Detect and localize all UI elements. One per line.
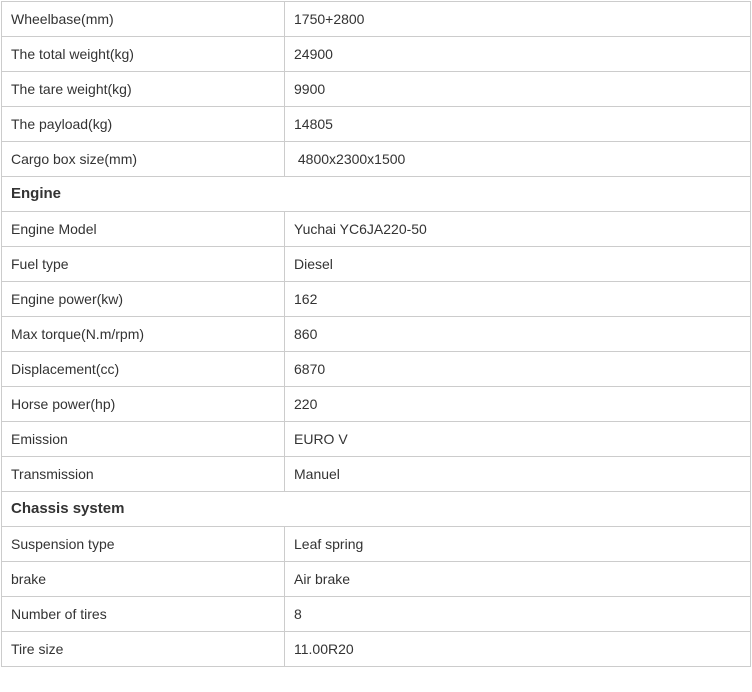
section-heading: Engine xyxy=(2,177,751,212)
table-row xyxy=(2,37,751,72)
row-label: The payload(kg) xyxy=(2,107,285,142)
row-label: Wheelbase(mm) xyxy=(2,2,285,37)
table-row xyxy=(2,72,751,107)
section-heading: Chassis system xyxy=(2,492,751,527)
row-value: 860 xyxy=(285,317,751,352)
table-row xyxy=(2,527,751,562)
table-row xyxy=(2,142,751,177)
row-value: Air brake xyxy=(285,562,751,597)
section-header-engine xyxy=(2,177,751,212)
row-value: 220 xyxy=(285,387,751,422)
row-label: Transmission xyxy=(2,457,285,492)
table-row xyxy=(2,422,751,457)
row-value: 162 xyxy=(285,282,751,317)
row-label: Engine Model xyxy=(2,212,285,247)
row-value: 11.00R20 xyxy=(285,632,751,667)
row-value: 1750+2800 xyxy=(285,2,751,37)
table-row xyxy=(2,387,751,422)
table-row xyxy=(2,247,751,282)
table-row xyxy=(2,2,751,37)
row-value: Leaf spring xyxy=(285,527,751,562)
row-label: Tire size xyxy=(2,632,285,667)
row-label: Max torque(N.m/rpm) xyxy=(2,317,285,352)
table-row xyxy=(2,317,751,352)
section-header-chassis xyxy=(2,492,751,527)
row-label: Displacement(cc) xyxy=(2,352,285,387)
table-row xyxy=(2,632,751,667)
table-row xyxy=(2,212,751,247)
row-label: Emission xyxy=(2,422,285,457)
row-value: EURO V xyxy=(285,422,751,457)
row-label: Cargo box size(mm) xyxy=(2,142,285,177)
row-value: Diesel xyxy=(285,247,751,282)
spec-table xyxy=(1,1,751,667)
row-value: 14805 xyxy=(285,107,751,142)
table-row xyxy=(2,282,751,317)
table-row xyxy=(2,457,751,492)
row-value: Yuchai YC6JA220-50 xyxy=(285,212,751,247)
row-value: 9900 xyxy=(285,72,751,107)
table-row xyxy=(2,352,751,387)
row-value: 4800x2300x1500 xyxy=(285,142,751,177)
row-value: 24900 xyxy=(285,37,751,72)
table-row xyxy=(2,562,751,597)
row-value: 8 xyxy=(285,597,751,632)
row-label: Horse power(hp) xyxy=(2,387,285,422)
row-label: Engine power(kw) xyxy=(2,282,285,317)
row-value: Manuel xyxy=(285,457,751,492)
row-label: The total weight(kg) xyxy=(2,37,285,72)
row-label: Fuel type xyxy=(2,247,285,282)
row-label: brake xyxy=(2,562,285,597)
row-label: Suspension type xyxy=(2,527,285,562)
table-row xyxy=(2,597,751,632)
row-label: The tare weight(kg) xyxy=(2,72,285,107)
table-row xyxy=(2,107,751,142)
row-label: Number of tires xyxy=(2,597,285,632)
row-value: 6870 xyxy=(285,352,751,387)
